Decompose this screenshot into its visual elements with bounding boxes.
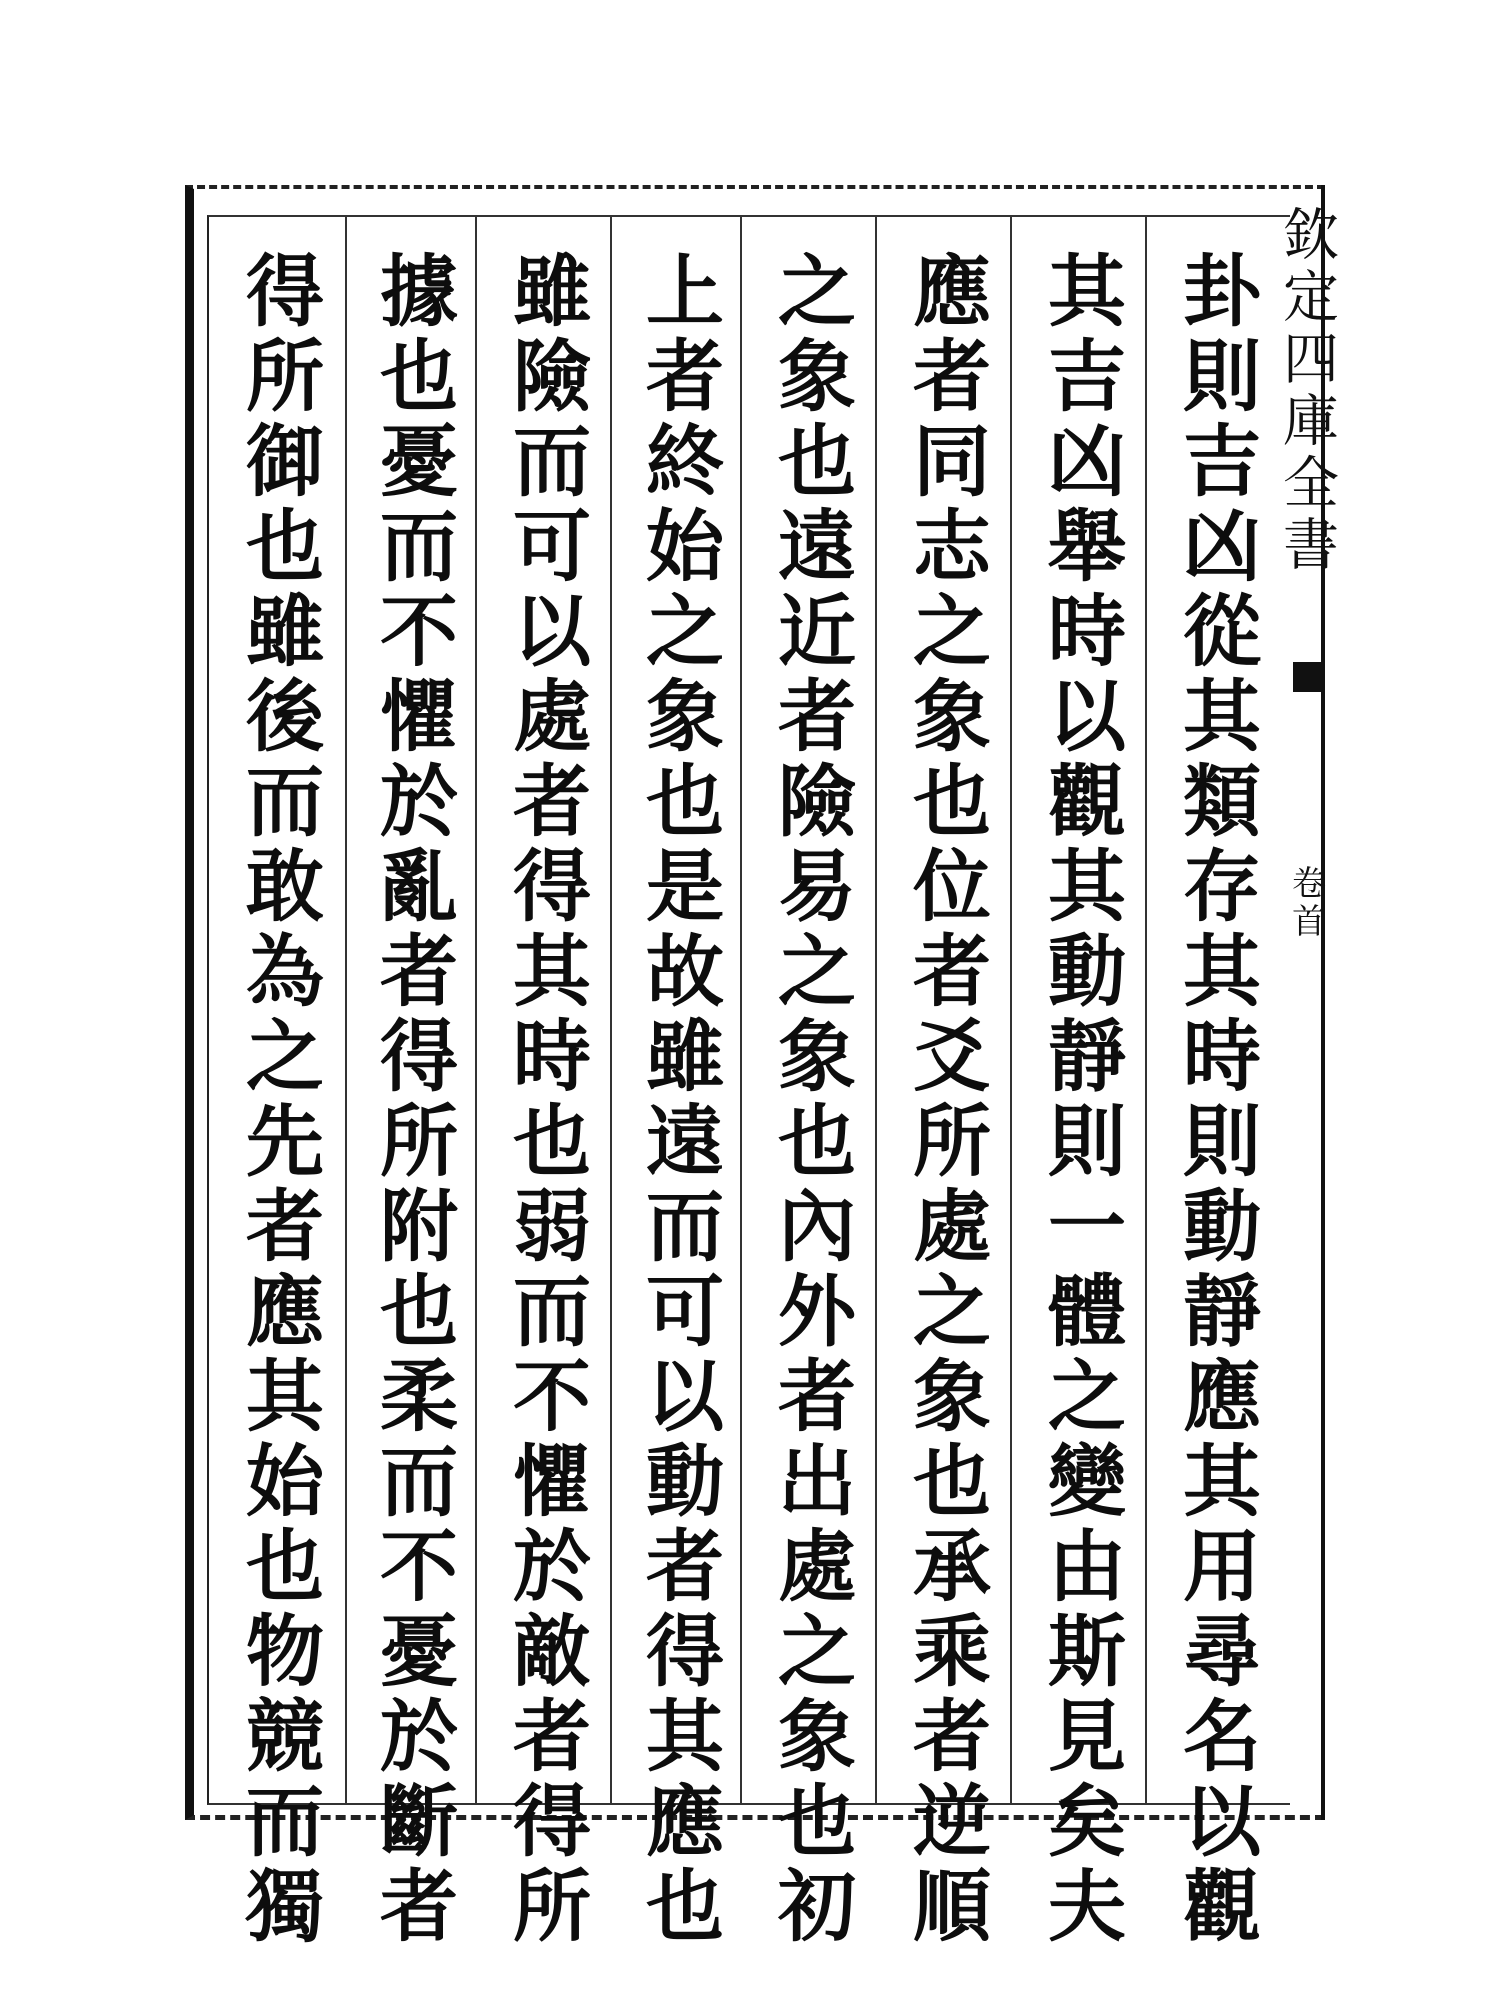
column-rule — [875, 215, 877, 1805]
column-rule — [1010, 215, 1012, 1805]
text-column-8 — [218, 250, 338, 1950]
column-text: 之象也遠近者險易之象也內外者出處之象也初 — [765, 250, 856, 1950]
column-text: 雖險而可以處者得其時也弱而不懼於敵者得所 — [500, 250, 591, 1950]
column-text: 據也憂而不懼於亂者得所附也柔而不憂於斷者 — [367, 250, 458, 1950]
column-rule — [345, 215, 347, 1805]
margin-title — [1274, 205, 1339, 577]
margin-juan-text: 卷首 — [1285, 865, 1326, 941]
column-text: 其吉凶舉時以觀其動靜則一體之變由斯見矣夫 — [1035, 250, 1126, 1950]
column-text: 得所御也雖後而敢為之先者應其始也物競而獨 — [233, 250, 324, 1950]
text-column-5 — [618, 250, 738, 1950]
column-text: 應者同志之象也位者爻所處之象也承乘者逆順 — [900, 250, 991, 1950]
text-column-2 — [1020, 250, 1140, 1950]
fishtail-mark — [1293, 662, 1323, 692]
text-column-4 — [750, 250, 870, 1950]
column-text: 卦則吉凶從其類存其時則動靜應其用尋名以觀 — [1170, 250, 1261, 1950]
column-rule — [1145, 215, 1147, 1805]
column-rule — [610, 215, 612, 1805]
margin-juan — [1276, 865, 1336, 941]
text-column-1 — [1155, 250, 1275, 1950]
margin-title-text: 欽定四庫全書 — [1274, 205, 1339, 577]
column-rule — [740, 215, 742, 1805]
column-rule — [475, 215, 477, 1805]
column-text: 上者終始之象也是故雖遠而可以動者得其應也 — [633, 250, 724, 1950]
text-column-7 — [352, 250, 472, 1950]
text-column-6 — [485, 250, 605, 1950]
text-column-3 — [885, 250, 1005, 1950]
